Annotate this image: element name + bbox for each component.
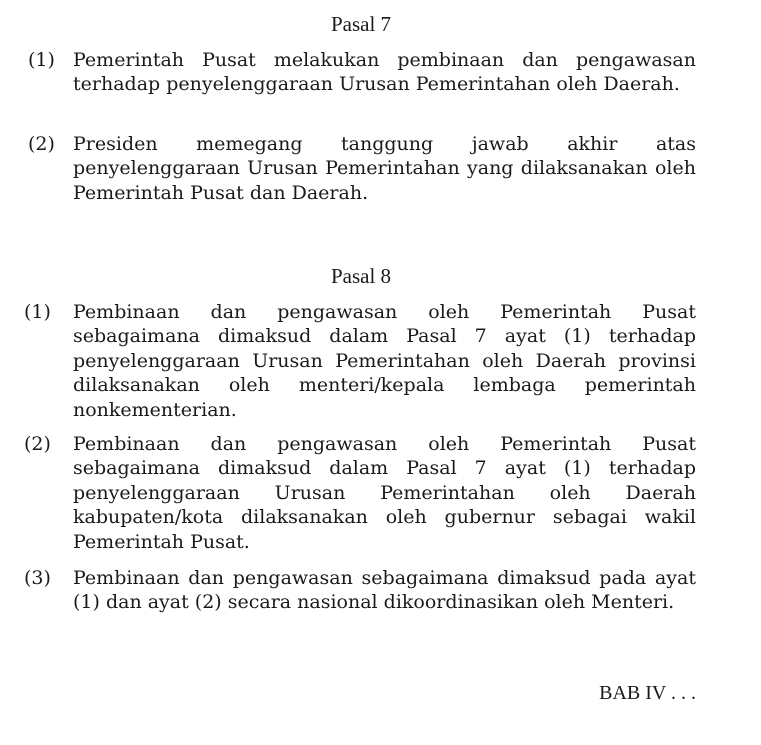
ayat-text: Pemerintah Pusat melakukan pembinaan dan pengawasan terhadap penyelenggaraan Urusan Pemerintahan oleh Daerah. bbox=[73, 49, 696, 96]
ayat-number: (3) bbox=[24, 567, 51, 589]
ayat-number: (2) bbox=[24, 433, 51, 455]
next-chapter-marker: BAB IV . . . bbox=[599, 682, 696, 704]
ayat-text: Presiden memegang tanggung jawab akhir atas penyelenggaraan Urusan Pemerintahan yang dilaksanakan oleh Pemerintah Pusat dan Daerah. bbox=[73, 133, 696, 204]
ayat-text: Pembinaan dan pengawasan oleh Pemerintah Pusat sebagaimana dimaksud dalam Pasal 7 ayat (1) terhadap penyelenggaraan Urusan Pemerintahan oleh Daerah provinsi dilaksanakan oleh menteri/kepala lembaga pemerintah nonkementerian. bbox=[73, 301, 696, 421]
pasal-7-heading: Pasal 7 bbox=[330, 12, 392, 36]
pasal-8-heading: Pasal 8 bbox=[330, 264, 392, 288]
ayat-text: Pembinaan dan pengawasan oleh Pemerintah Pusat sebagaimana dimaksud dalam Pasal 7 ayat (1) terhadap penyelenggaraan Urusan Pemerintahan oleh Daerah kabupaten/kota dilaksanakan oleh gubernur sebagai wakil Pemerintah Pusat. bbox=[73, 433, 696, 553]
ayat-text: Pembinaan dan pengawasan sebagaimana dimaksud pada ayat (1) dan ayat (2) secara nasional dikoordinasikan oleh Menteri. bbox=[73, 567, 696, 614]
ayat-number: (1) bbox=[28, 49, 55, 71]
ayat-number: (1) bbox=[24, 301, 51, 323]
ayat-number: (2) bbox=[28, 133, 55, 155]
